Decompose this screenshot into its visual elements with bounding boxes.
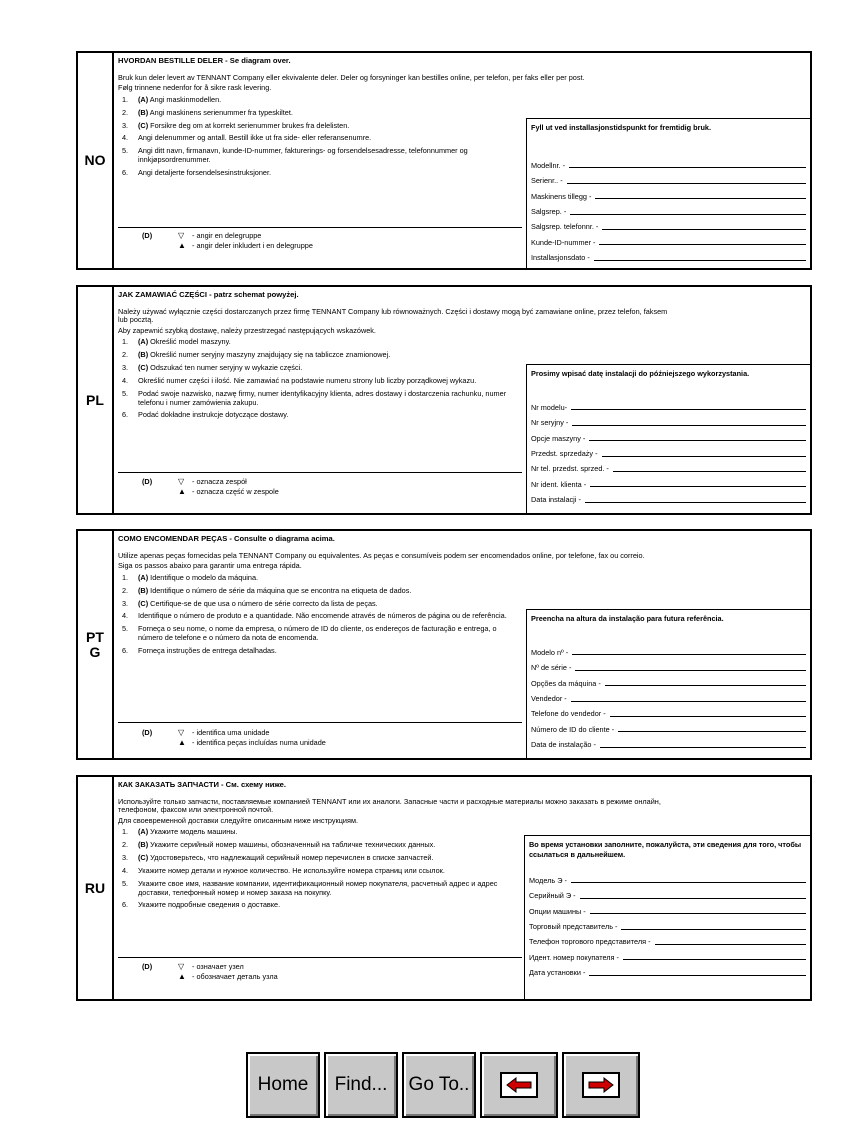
intro-text: Используйте только запчасти, поставляемые компанией TENNANT или их аналоги. Запасные части и расходные материалы можно заказать в режиме онлайн, телефоном, факсом или электронной почтой. [118, 796, 661, 815]
find-button[interactable]: Find... [324, 1052, 398, 1118]
step-number: 6. [122, 410, 129, 420]
reference-field-label: Nr ident. klienta - [531, 479, 587, 489]
order-parts-section [76, 529, 812, 760]
step-text: Określić numer seryjny maszyny znajdujący się na tabliczce znamionowej. [148, 350, 391, 360]
intro-text: Należy używać wyłącznie części dostarczanych przez firmę TENNANT Company lub równoważnych. Części i dostawy mogą być zamawiane online, przez telefon, faksem lub pocztą. [118, 306, 668, 325]
reference-field[interactable] [531, 170, 806, 185]
reference-field-line[interactable] [605, 685, 806, 686]
step-item [118, 880, 518, 897]
section-title: КАК ЗАКАЗАТЬ ЗАПЧАСТИ - См. схему ниже. [118, 780, 286, 789]
step-text: Укажите серийный номер машины, обозначенный на табличке технических данных. [148, 840, 436, 850]
step-item [118, 390, 518, 407]
step-marker: (C) [138, 853, 149, 863]
order-parts-section [76, 51, 812, 270]
legend-part-text: - angir deler inkludert i en delegruppe [192, 241, 313, 250]
step-item [118, 600, 518, 609]
reference-field[interactable] [531, 428, 806, 443]
language-code: NO [78, 53, 114, 268]
legend-label: (D) [142, 477, 153, 486]
reference-field-line[interactable] [602, 456, 806, 457]
reference-field-label: Kunde-ID-nummer - [531, 237, 596, 247]
reference-field-label: Vendedor - [531, 693, 567, 703]
filled-triangle-icon: ▲ [178, 487, 186, 496]
legend-divider [118, 472, 522, 473]
reference-field[interactable] [531, 642, 806, 657]
section-content [118, 781, 804, 995]
reference-field[interactable] [529, 885, 806, 900]
step-number: 5. [122, 146, 129, 156]
step-number: 1. [122, 827, 129, 837]
reference-box-title: Prosimy wpisać datę instalacji do późniejszego wykorzystania. [531, 369, 750, 378]
step-item [118, 625, 518, 642]
step-item [118, 587, 518, 596]
reference-field[interactable] [531, 657, 806, 672]
step-number: 1. [122, 94, 129, 104]
step-number: 6. [122, 167, 129, 177]
steps-list [118, 574, 518, 656]
step-item [118, 109, 518, 118]
legend [142, 231, 313, 251]
step-text: Identifique o número de série da máquina que se encontra na etiqueta de dados. [148, 585, 412, 595]
reference-field[interactable] [531, 734, 806, 749]
step-item [118, 574, 518, 583]
legend-divider [118, 227, 522, 228]
step-item [118, 828, 518, 837]
reference-field-label: Торговый представитель - [529, 921, 618, 931]
reference-field-label: Дата установки - [529, 968, 586, 978]
right-arrow-icon [582, 1072, 620, 1098]
step-text: Укажите номер детали и нужное количество. Не используйте номера страниц или ссылок. [138, 866, 445, 876]
step-text: Укажите свое имя, название компании, идентификационный номер покупателя, расчетный адрес и адрес доставки, телефонный номер и номер заказа на покупку. [138, 878, 498, 897]
step-text: Określić model maszyny. [148, 337, 231, 347]
step-text: Angi ditt navn, firmanavn, kunde-ID-nummer, fakturerings- og forsendelsesadresse, telefonnummer og innkjøpsordrenummer. [138, 146, 468, 164]
step-text: Angi delenummer og antall. Bestill ikke ut fra side- eller referansenumre. [138, 133, 372, 143]
reference-field[interactable] [531, 489, 806, 504]
step-number: 5. [122, 388, 129, 398]
reference-field-line[interactable] [580, 898, 806, 899]
section-content [118, 291, 804, 509]
reference-field-label: Nº de série - [531, 663, 572, 673]
filled-triangle-icon: ▲ [178, 738, 186, 747]
reference-field[interactable] [531, 247, 806, 262]
step-number: 2. [122, 585, 129, 595]
reference-field-label: Salgsrep. telefonnr. - [531, 222, 599, 232]
legend-assembly-text: - означает узел [192, 962, 244, 971]
reference-field[interactable] [531, 412, 806, 427]
reference-field[interactable] [531, 217, 806, 232]
follow-steps-text: Aby zapewnić szybką dostawę, należy przestrzegać następujących wskazówek. [118, 325, 376, 335]
legend-label: (D) [142, 962, 153, 971]
step-item [118, 901, 518, 910]
reference-field-label: Серийный Э - [529, 891, 576, 901]
step-number: 1. [122, 337, 129, 347]
goto-button[interactable]: Go To.. [402, 1052, 476, 1118]
step-number: 3. [122, 598, 129, 608]
reference-field[interactable] [529, 901, 806, 916]
reference-field-label: Nr tel. przedst. sprzed. - [531, 464, 609, 474]
follow-steps-text: Siga os passos abaixo para garantir uma entrega rápida. [118, 561, 302, 571]
step-marker: (B) [138, 840, 149, 850]
step-number: 4. [122, 866, 129, 876]
step-text: Forneça o seu nome, o nome da empresa, o número de ID do cliente, os endereços de facturação e entrega, o número de telefone e o número da nota de encomenda. [138, 624, 497, 642]
reference-field-line[interactable] [571, 882, 806, 883]
filled-triangle-icon: ▲ [178, 972, 186, 981]
reference-field-line[interactable] [590, 913, 806, 914]
reference-field-label: Opcje maszyny - [531, 433, 586, 443]
step-marker: (C) [138, 598, 149, 608]
reference-field-label: Идент. номер покупателя - [529, 952, 619, 962]
step-item [118, 612, 518, 621]
reference-field[interactable] [531, 474, 806, 489]
section-title: COMO ENCOMENDAR PEÇAS - Consulte o diagrama acima. [118, 534, 335, 543]
reference-field-line[interactable] [594, 260, 806, 261]
reference-field-line[interactable] [589, 440, 806, 441]
step-marker: (A) [138, 337, 149, 347]
step-number: 3. [122, 363, 129, 373]
reference-field-line[interactable] [585, 502, 806, 503]
home-button[interactable]: Home [246, 1052, 320, 1118]
reference-field-label: Nr seryjny - [531, 418, 569, 428]
legend-part-text: - oznacza część w zespole [192, 487, 279, 496]
step-text: Identifique o modelo da máquina. [148, 572, 259, 582]
step-marker: (C) [138, 120, 149, 130]
reference-box-title: Preencha na altura da instalação para futura referência. [531, 614, 724, 623]
intro-text: Utilize apenas peças fornecidas pela TENNANT Company ou equivalentes. As peças e consumíveis podem ser encomendados online, por telefone, fax ou correio. [118, 550, 645, 560]
intro-text: Bruk kun deler levert av TENNANT Company eller ekvivalente deler. Deler og forsyninger kan bestilles online, per telefon, per faks eller per post. [118, 72, 585, 82]
language-code: PL [78, 287, 114, 513]
step-number: 5. [122, 878, 129, 888]
step-number: 3. [122, 853, 129, 863]
section-title: JAK ZAMAWIAĆ CZĘŚCI - patrz schemat powyżej. [118, 290, 299, 299]
step-number: 4. [122, 376, 129, 386]
step-item [118, 96, 518, 105]
step-number: 5. [122, 624, 129, 634]
reference-field[interactable] [531, 673, 806, 688]
hollow-triangle-icon: ▽ [178, 231, 185, 240]
step-number: 1. [122, 572, 129, 582]
step-text: Укажите подробные сведения о доставке. [138, 900, 281, 910]
reference-field-label: Telefone do vendedor - [531, 709, 606, 719]
reference-field-label: Nr modelu- [531, 402, 568, 412]
installation-reference-box [524, 835, 810, 999]
reference-field[interactable] [529, 870, 806, 885]
step-text: Forsikre deg om at korrekt serienummer brukes fra delelisten. [148, 120, 350, 130]
step-text: Forneça instruções de entrega detalhadas. [138, 645, 277, 655]
step-number: 4. [122, 611, 129, 621]
reference-field-label: Przedst. sprzedaży - [531, 448, 598, 458]
reference-field[interactable] [531, 155, 806, 170]
reference-field-line[interactable] [621, 929, 806, 930]
step-item [118, 364, 518, 373]
reference-field-label: Телефон торгового представителя - [529, 937, 651, 947]
reference-field-line[interactable] [655, 944, 807, 945]
step-item [118, 147, 518, 164]
reference-field[interactable] [531, 186, 806, 201]
legend [142, 962, 278, 982]
step-marker: (A) [138, 572, 149, 582]
step-marker: (B) [138, 107, 149, 117]
reference-field-label: Número de ID do cliente - [531, 724, 615, 734]
hollow-triangle-icon: ▽ [178, 477, 185, 486]
step-item [118, 411, 518, 420]
step-text: Укажите модель машины. [148, 827, 238, 837]
step-item [118, 351, 518, 360]
step-number: 3. [122, 120, 129, 130]
reference-field-line[interactable] [613, 471, 806, 472]
reference-field-line[interactable] [590, 486, 806, 487]
section-content [118, 535, 804, 754]
step-text: Angi maskinmodellen. [148, 94, 222, 104]
step-number: 2. [122, 840, 129, 850]
step-text: Angi detaljerte forsendelsesinstruksjoner. [138, 167, 272, 177]
step-item [118, 841, 518, 850]
section-content [118, 57, 804, 264]
step-item [118, 867, 518, 876]
step-item [118, 854, 518, 863]
left-arrow-icon [500, 1072, 538, 1098]
step-item [118, 122, 518, 131]
reference-field-label: Модель Э - [529, 875, 567, 885]
step-marker: (A) [138, 94, 149, 104]
step-text: Identifique o número de produto e a quantidade. Não encomende através de números de página ou de referência. [138, 611, 507, 621]
step-item [118, 169, 518, 178]
step-text: Podać dokładne instrukcje dotyczące dostawy. [138, 410, 289, 420]
step-text: Angi maskinens serienummer fra typeskiltet. [148, 107, 293, 117]
reference-field[interactable] [529, 962, 806, 977]
legend-part-text: - обозначает деталь узла [192, 972, 278, 981]
reference-field-line[interactable] [600, 747, 806, 748]
step-number: 4. [122, 133, 129, 143]
reference-field[interactable] [529, 947, 806, 962]
step-item [118, 338, 518, 347]
steps-list [118, 96, 518, 178]
reference-field-line[interactable] [610, 716, 806, 717]
reference-field-line[interactable] [599, 244, 806, 245]
reference-field[interactable] [529, 916, 806, 931]
legend-divider [118, 957, 522, 958]
reference-field-label: Data de instalação - [531, 740, 596, 750]
reference-field-line[interactable] [602, 229, 806, 230]
legend-label: (D) [142, 728, 153, 737]
reference-field-line[interactable] [589, 975, 806, 976]
reference-field-label: Опции машины - [529, 906, 586, 916]
reference-field-label: Installasjonsdato - [531, 253, 590, 263]
language-code: RU [78, 777, 114, 999]
reference-field-line[interactable] [572, 425, 806, 426]
reference-field-line[interactable] [572, 654, 806, 655]
step-marker: (B) [138, 585, 149, 595]
reference-field-label: Salgsrep. - [531, 206, 567, 216]
section-title: HVORDAN BESTILLE DELER - Se diagram over. [118, 56, 291, 65]
installation-reference-box [526, 364, 810, 513]
reference-field[interactable] [531, 397, 806, 412]
navigation-bar [246, 1052, 644, 1120]
reference-field-line[interactable] [571, 409, 806, 410]
legend [142, 477, 279, 497]
legend-assembly-text: - angir en delegruppe [192, 231, 262, 240]
reference-field-line[interactable] [618, 731, 806, 732]
step-number: 2. [122, 350, 129, 360]
reference-field-line[interactable] [575, 670, 806, 671]
reference-field-label: Data instalacji - [531, 495, 581, 505]
reference-field-line[interactable] [623, 959, 806, 960]
reference-field-line[interactable] [569, 167, 806, 168]
hollow-triangle-icon: ▽ [178, 728, 185, 737]
installation-reference-box [526, 118, 810, 268]
step-text: Odszukać ten numer seryjny w wykazie części. [148, 363, 303, 373]
steps-list [118, 828, 518, 910]
installation-reference-box [526, 609, 810, 758]
follow-steps-text: Følg trinnene nedenfor for å sikre rask levering. [118, 83, 272, 93]
order-parts-section [76, 285, 812, 515]
step-text: Certifique-se de que usa o número de série correcto da lista de peças. [148, 598, 378, 608]
reference-field-label: Serienr.. - [531, 176, 563, 186]
legend-divider [118, 722, 522, 723]
reference-field[interactable] [531, 201, 806, 216]
step-text: Określić numer części i ilość. Nie zamawiać na podstawie numeru strony lub liczby porządkowej wykazu. [138, 376, 477, 386]
reference-field-label: Opções da máquina - [531, 678, 601, 688]
reference-field-label: Modelo nº - [531, 647, 569, 657]
steps-list [118, 338, 518, 420]
reference-field[interactable] [529, 932, 806, 947]
next-page-button[interactable] [562, 1052, 640, 1118]
reference-field-label: Maskinens tillegg - [531, 191, 592, 201]
step-marker: (C) [138, 363, 149, 373]
legend [142, 728, 326, 748]
legend-assembly-text: - identifica uma unidade [192, 728, 270, 737]
reference-field[interactable] [531, 443, 806, 458]
reference-field-line[interactable] [571, 701, 806, 702]
reference-field[interactable] [531, 459, 806, 474]
step-text: Удостоверьтесь, что надлежащий серийный номер перечислен в списке запчастей. [148, 853, 434, 863]
reference-field-label: Modellnr. - [531, 160, 566, 170]
step-marker: (A) [138, 827, 149, 837]
reference-field-line[interactable] [567, 183, 806, 184]
reference-field[interactable] [531, 704, 806, 719]
step-marker: (B) [138, 350, 149, 360]
follow-steps-text: Для своевременной доставки следуйте описанным ниже инструкциям. [118, 815, 358, 825]
order-parts-section [76, 775, 812, 1001]
filled-triangle-icon: ▲ [178, 241, 186, 250]
reference-box-title: Fyll ut ved installasjonstidspunkt for fremtidig bruk. [531, 123, 712, 132]
reference-field[interactable] [531, 232, 806, 247]
step-text: Podać swoje nazwisko, nazwę firmy, numer identyfikacyjny klienta, adres dostawy i dostarczenia rachunku, numer telefonu i numer zamówienia zakupu. [138, 388, 507, 407]
step-item [118, 134, 518, 143]
legend-part-text: - identifica peças incluídas numa unidade [192, 738, 326, 747]
language-code: PT G [78, 531, 114, 758]
reference-field-line[interactable] [595, 198, 806, 199]
step-number: 6. [122, 900, 129, 910]
step-item [118, 377, 518, 386]
previous-page-button[interactable] [480, 1052, 558, 1118]
reference-field-line[interactable] [570, 214, 806, 215]
hollow-triangle-icon: ▽ [178, 962, 185, 971]
legend-label: (D) [142, 231, 153, 240]
step-number: 2. [122, 107, 129, 117]
reference-field[interactable] [531, 688, 806, 703]
step-number: 6. [122, 645, 129, 655]
step-item [118, 647, 518, 656]
reference-field[interactable] [531, 719, 806, 734]
legend-assembly-text: - oznacza zespół [192, 477, 247, 486]
reference-box-title: Во время установки заполните, пожалуйста, эти сведения для того, чтобы ссылаться в дальнейшем. [529, 840, 802, 859]
